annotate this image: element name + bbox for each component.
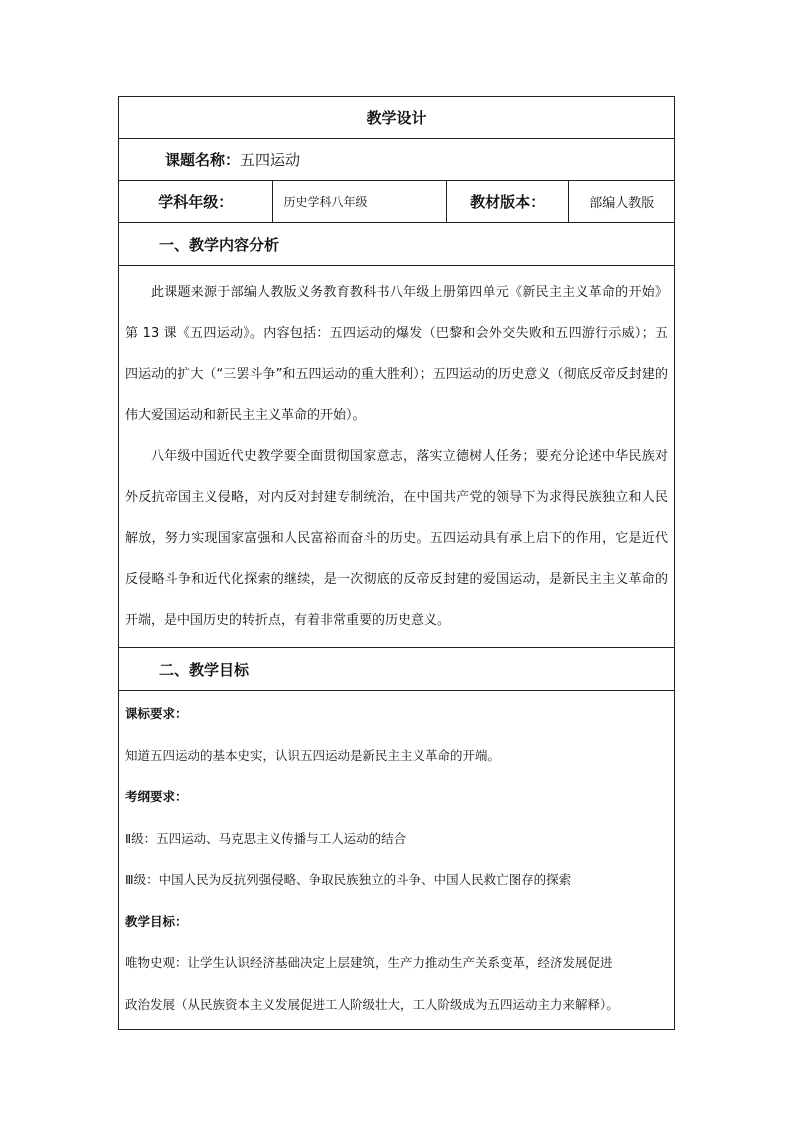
- textbook-edition-value: 部编人教版: [589, 196, 655, 211]
- curriculum-requirement-label: 课标要求：: [125, 706, 188, 721]
- subject-grade-label: 学科年级：: [119, 181, 273, 222]
- teaching-goal-line: 政治发展（从民族资本主义发展促进工人阶级壮大，工人阶级成为五四运动主力来解释）。: [125, 996, 619, 1012]
- lesson-design-table: [118, 96, 675, 1030]
- exam-level-2: Ⅱ级：五四运动、马克思主义传播与工人运动的结合: [125, 830, 407, 846]
- exam-requirement-label: 考纲要求：: [125, 789, 188, 804]
- section-heading-teaching-goals: [119, 648, 674, 691]
- analysis-paragraph: 此课题来源于部编人教版义务教育教科书八年级上册第四单元《新民主主义革命的开始》第 13 课《五四运动》。内容包括：五四运动的爆发（巴黎和会外交失败和五四游行示威）；五四运动的扩大（“三罢斗争”和五四运动的重大胜利）；五四运动的历史意义（彻底反帝反封建的伟大爱国运动和新民主主义革命的开始）。: [125, 285, 668, 423]
- section-heading: 一、教学内容分析: [159, 235, 280, 254]
- curriculum-requirement-text: 知道五四运动的基本史实，认识五四运动是新民主主义革命的开端。: [125, 747, 501, 763]
- lesson-name-value: 五四运动: [240, 151, 301, 169]
- exam-level-3: Ⅲ级：中国人民为反抗列强侵略、争取民族独立的斗争、中国人民救亡图存的探索: [125, 872, 572, 887]
- table-title-row: [119, 97, 674, 139]
- analysis-paragraph: 八年级中国近代史教学要全面贯彻国家意志，落实立德树人任务；要充分论述中华民族对外反抗帝国主义侵略，对内反对封建专制统治，在中国共产党的领导下为求得民族独立和人民解放，努力实现国家富强和人民富裕而奋斗的历史。五四运动具有承上启下的作用，它是近代反侵略斗争和近代化探索的继续，是一次彻底的反帝反封建的爱国运动，是新民主主义革命的开端，是中国历史的转折点，有着非常重要的历史意义。: [125, 449, 668, 628]
- textbook-edition-label: 教材版本：: [447, 181, 570, 222]
- teaching-goal-line: 唯物史观：让学生认识经济基础决定上层建筑，生产力推动生产关系变革，经济发展促进: [125, 955, 613, 970]
- lesson-name-label: 课题名称：: [165, 151, 241, 169]
- subject-grade-value: 历史学科八年级: [273, 181, 446, 222]
- lesson-name-row: [119, 139, 674, 181]
- section-heading-content-analysis: [119, 223, 674, 266]
- teaching-goals-body: [119, 691, 674, 1029]
- teaching-goal-label: 教学目标：: [125, 913, 188, 929]
- section-heading: 二、教学目标: [159, 660, 250, 679]
- subject-info-row: [119, 181, 674, 223]
- document-title: 教学设计: [366, 109, 427, 127]
- content-analysis-body: [119, 266, 674, 648]
